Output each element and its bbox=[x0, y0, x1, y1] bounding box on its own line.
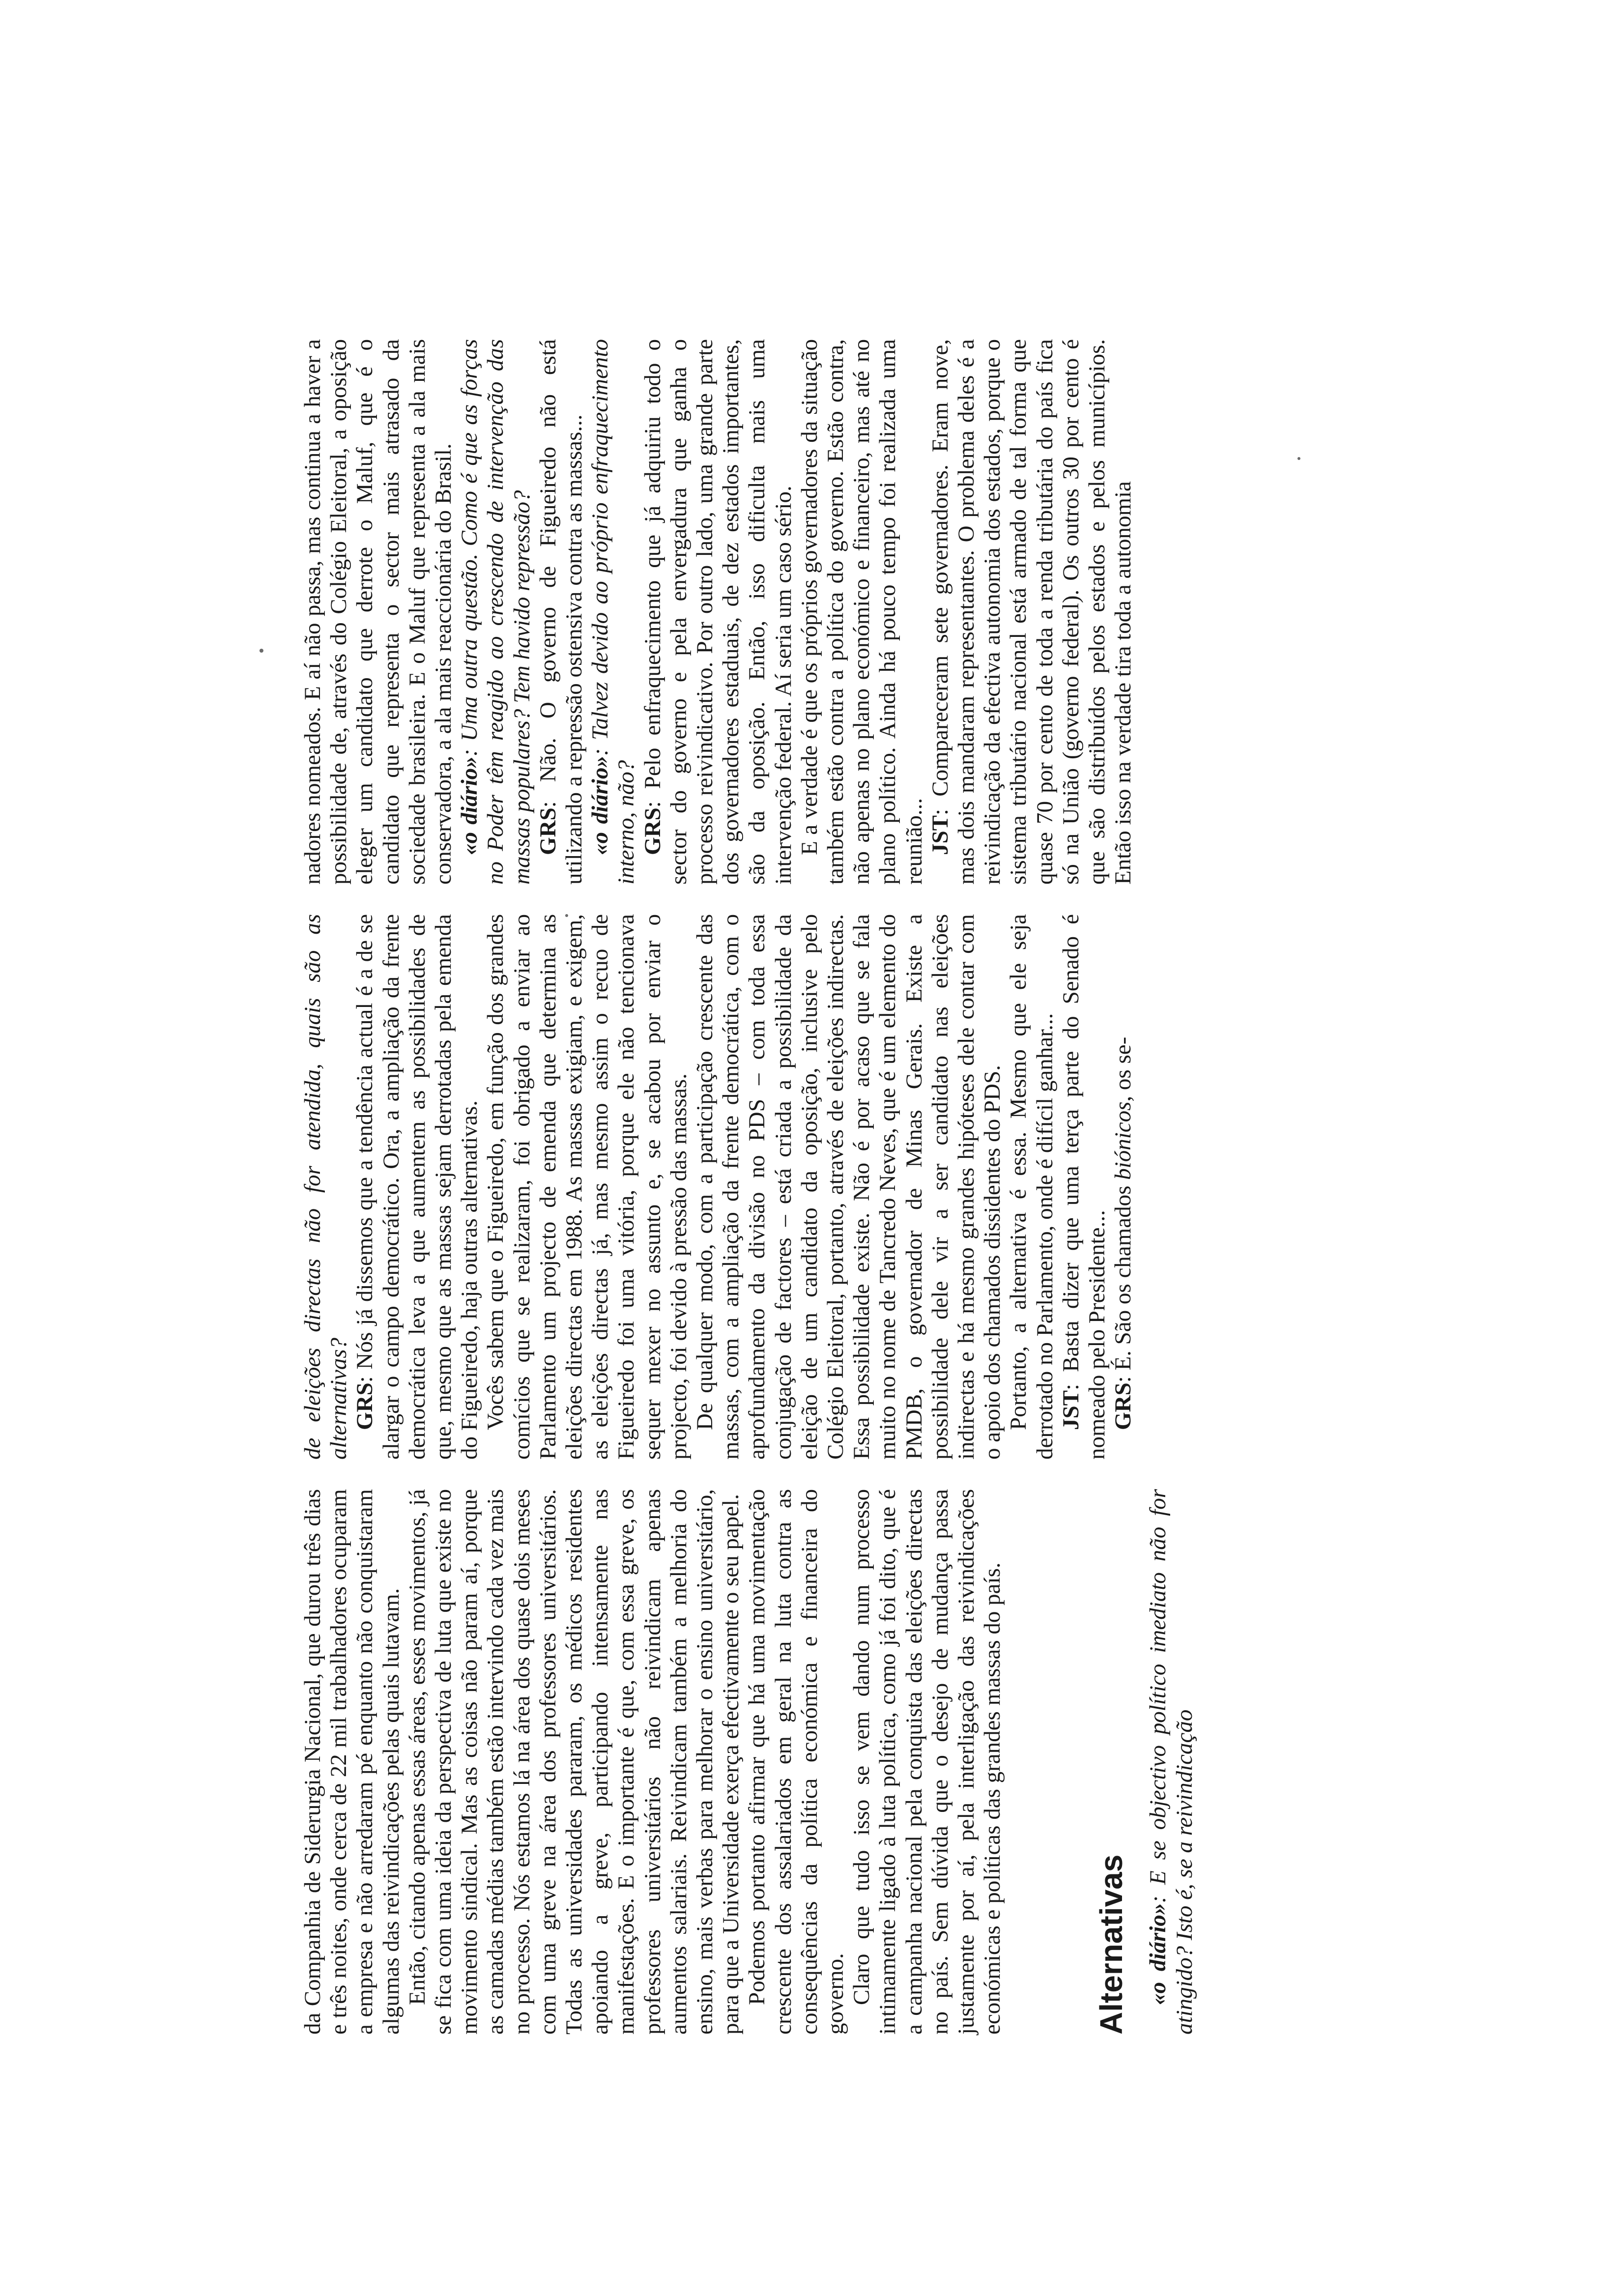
emphasis-text: biónicos bbox=[1110, 1101, 1136, 1180]
speaker-label: «o diário» bbox=[587, 756, 613, 855]
column-3 bbox=[300, 339, 1435, 885]
answer-paragraph bbox=[535, 339, 587, 885]
answer-text: : Compareceram sete governadores. Eram nove, mas dois mandaram representantes. O problema deles é a reivindicação da efectiva autonomia dos estados, porque o sistema tributário nacional está armado de tal forma que quase 70 por cento de toda a renda tributária do país fica só na União (governo federal). Os outros 30 por cento é que são distribuídos pelos estados e pelos municípios. Então isso na verdade tira toda a autonomia bbox=[927, 339, 1136, 885]
interview-question bbox=[587, 339, 639, 885]
answer-text: , os se- bbox=[1110, 1036, 1136, 1102]
answer-text: : Nós já dissemos que a tendência actual é a de se alargar o campo democrático. Ora, a ampliação da frente democrática leva a que aumentem as possibilidades de que, mesmo que as massas sejam derrotadas pela emenda do Figueiredo, haja outras alternativas. bbox=[352, 914, 483, 1460]
paragraph: Podemos portanto afirmar que há uma movimentação crescente dos assalariados em geral na luta contra as consequências da política económica e financeira do governo. bbox=[744, 1489, 849, 2035]
speaker-label: GRS bbox=[535, 807, 561, 855]
interview-question bbox=[457, 339, 535, 885]
answer-paragraph bbox=[1110, 914, 1136, 1460]
paragraph: Portanto, a alternativa é essa. Mesmo que ele seja derrotado no Parlamento, onde é difícil ganhar... bbox=[1006, 914, 1058, 1460]
paragraph: Vocês sabem que o Figueiredo, em função dos grandes comícios que se realizaram, foi obrigado a enviar ao Parlamento um projecto de emenda que determina as eleições directas em 1988. As massas exigiam, e exigem, as eleições directas já, mas mesmo assim o recuo de Figueiredo foi uma vitória, porque ele não tencionava sequer mexer no assunto e, se acabou por enviar o projecto, foi devido à pressão das massas. bbox=[483, 914, 691, 1460]
answer-paragraph bbox=[352, 914, 483, 1460]
question-continuation: de eleições directas não for atendida, quais são as alternativas? bbox=[300, 914, 352, 1460]
answer-text: : Basta dizer que uma terça parte do Senado é nomeado pelo Presidente... bbox=[1058, 914, 1110, 1460]
speaker-label: «o diário» bbox=[1145, 1903, 1171, 2005]
paragraph: da Companhia de Siderurgia Nacional, que durou três dias e três noites, onde cerca de 22 mil trabalhadores ocuparam a empresa e não arredaram pé enquanto não conquistaram algumas das reivindicações pelas quais lutavam. bbox=[300, 1489, 404, 2035]
question-text: : E se objectivo político imediato não for atingido? Isto é, se a reivindicação bbox=[1145, 1489, 1197, 2035]
paragraph: nadores nomeados. E aí não passa, mas continua a haver a possibilidade de, através do Colégio Eleitoral, a oposição eleger um candidato que derrote o Maluf, que é o candidato que representa o sector mais atrasado da sociedade brasileira. E o Maluf que representa a ala mais conservadora, a ala mais reaccionária do Brasil. bbox=[300, 339, 457, 885]
paragraph: E a verdade é que os próprios governadores da situação também estão contra a política do governo. Estão contra, não apenas no plano económico e financeiro, mas até no plano político. Ainda há pouco tempo foi realizada uma reunião... bbox=[796, 339, 927, 885]
paragraph: Então, citando apenas essas áreas, esses movimentos, já se fica com uma ideia da perspectiva de luta que existe no movimento sindical. Mas as coisas não param aí, porque as camadas médias também estão intervindo cada vez mais no processo. Nós estamos lá na área dos quase dois meses com uma greve na área dos professores universitários. Todas as universidades pararam, os médicos residentes apoiando a greve, participando intensamente nas manifestações. E o importante é que, com essa greve, os professores universitários não reivindicam apenas aumentos salariais. Reivindicam também a melhoria do ensino, mais verbas para melhorar o ensino universitário, para que a Universidade exerça efectivamente o seu papel. bbox=[404, 1489, 744, 2035]
speaker-label: GRS bbox=[639, 807, 665, 855]
answer-text: : Pelo enfraquecimento que já adquiriu todo o sector do governo e pela envergadura que ganha o processo reivindicativo. Por outro lado, uma grande parte dos governadores estaduais, de dez estados importantes, são da oposição. Então, isso dificulta mais uma intervenção federal. Aí seria um caso sério. bbox=[639, 339, 796, 885]
speaker-label: GRS bbox=[1110, 1382, 1136, 1430]
paragraph: De qualquer modo, com a participação crescente das massas, com a ampliação da frente democrática, com o aprofundamento da divisão no PDS – com toda essa conjugação de factores – está criada a possibilidade da eleição de um candidato da oposição, inclusive pelo Colégio Eleitoral, portanto, através de eleições indirectas. Essa possibilidade existe. Não é por acaso que se fala muito no nome de Tancredo Neves, que é um elemento do PMDB, o governador de Minas Gerais. Existe a possibilidade dele vir a ser candidato nas eleições indirectas e há mesmo grandes hipóteses dele contar com o apoio dos chamados dissidentes do PDS. bbox=[692, 914, 1006, 1460]
question-text: : Talvez devido ao próprio enfraquecimento interno, não? bbox=[587, 339, 639, 885]
answer-text: : Não. O governo de Figueiredo não está utilizando a repressão ostensiva contra as massas... bbox=[535, 339, 587, 885]
article-columns bbox=[300, 339, 1435, 2035]
column-1 bbox=[300, 1489, 1435, 2035]
column-2 bbox=[300, 914, 1435, 1460]
rotated-page-content bbox=[300, 339, 1435, 2035]
answer-text: : É. São os chamados bbox=[1110, 1179, 1136, 1383]
scan-speck bbox=[259, 649, 263, 653]
paragraph: Claro que tudo isso se vem dando num processo intimamente ligado à luta política, como já foi dito, que é a campanha nacional pela conquista das eleições directas no país. Sem dúvida que o desejo de mudança passa justamente por aí, pela interligação das reivindicações económicas e políticas das grandes massas do país. bbox=[849, 1489, 1006, 2035]
question-text: : Uma outra questão. Como é que as forças no Poder têm reagido ao crescendo de intervenção das massas populares? Tem havido repressão? bbox=[457, 339, 535, 885]
speaker-label: GRS bbox=[352, 1382, 378, 1430]
speaker-label: JST bbox=[927, 815, 953, 855]
section-heading: Alternativas bbox=[1094, 1854, 1129, 2035]
speaker-label: «o diário» bbox=[457, 756, 483, 855]
speaker-label: JST bbox=[1058, 1390, 1084, 1430]
interview-question bbox=[1145, 1489, 1197, 2035]
answer-paragraph bbox=[640, 339, 797, 885]
answer-paragraph bbox=[1058, 914, 1110, 1460]
answer-paragraph bbox=[927, 339, 1137, 885]
